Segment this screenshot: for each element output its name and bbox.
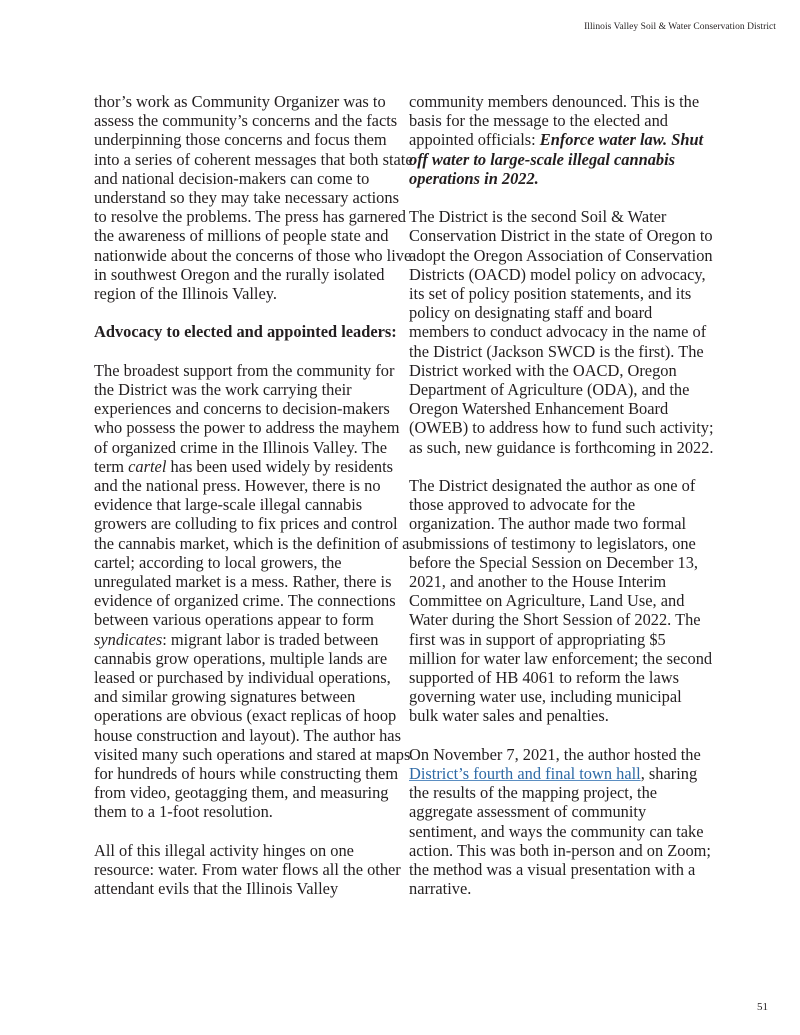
paragraph-community-organizer: thor’s work as Community Organizer was to assess the community’s concerns and the facts underpinning those concerns and focus them into a series of coherent messages that both state and national decision-makers can come to understand so they may take necessary actions to resolve the problems. The press has garnered the awareness of millions of people state and nationwide about the concerns of those who live in southwest Oregon and the rurally isolated region of the Illinois Valley. [94,92,413,304]
paragraph-oacd-policy: The District is the second Soil & Water Conservation District in the state of Oregon to adopt the Oregon Association of Conservation Districts (OACD) model policy on advocacy, its set of policy position statements, and its policy on designating staff and board members to conduct advocacy in the name of the District (Jackson SWCD is the first). The District worked with the OACD, Oregon Department of Agriculture (ODA), and the Oregon Watershed Enhancement Board (OWEB) to address how to fund such activity; as such, new guidance is forthcoming in 2022. [409,207,714,457]
text-run: has been used widely by residents and the national press. However, there is no evidence that large-scale illegal cannabis growers are colluding to fix prices and control the cannabis market, which is the definition of a cartel; according to local growers, the unregulated market is a mess. Rather, there is evidence of organized crime. The connections between various operations appear to form [94,456,410,630]
page-number: 51 [757,1001,768,1013]
right-column [409,92,714,898]
paragraph-message-officials [409,92,714,188]
paragraph-town-hall [409,745,714,899]
left-column [94,92,414,898]
text-run: community members denounced. This is the basis for the message to the elected and appointed officials: [409,92,700,150]
text-run: , sharing the results of the mapping project, the aggregate assessment of community sentiment, and ways the community can take action. This was both in-person and on Zoom; the method was a visual presentation with a narrative. [409,764,711,899]
text-run: On November 7, 2021, the author hosted the [409,744,701,764]
section-heading-advocacy: Advocacy to elected and appointed leaders: [94,322,397,342]
text-run: : migrant labor is traded between cannabis grow operations, multiple lands are leased or purchased by individual operations, and similar growing signatures between operations are obvious (exact replicas of hoop house construction and layout). The author has visited many such operations and stared at maps for hundreds of hours while constructing them from video, geotagging them, and measuring them to a 1-foot resolution. [94,629,411,822]
town-hall-link[interactable]: District’s fourth and final town hall [409,764,641,784]
paragraph-water-resource: All of this illegal activity hinges on one resource: water. From water flows all the other attendant evils that the Illinois Valley [94,840,401,899]
running-header: Illinois Valley Soil & Water Conservation District [584,22,776,32]
emphasis-cartel: cartel [128,456,167,476]
text-run: The broadest support from the community for the District was the work carrying their experiences and concerns to decision-makers who possess the power to address the mayhem of organized crime in the Illinois Valley. The term [94,360,400,476]
emphasis-syndicates: syndicates [94,629,163,649]
key-message: Enforce water law. Shut off water to large-scale illegal cannabis operations in 2022. [409,130,704,188]
paragraph-broadest-support [94,361,414,822]
paragraph-testimony: The District designated the author as one of those approved to advocate for the organization. The author made two formal submissions of testimony to legislators, one before the Special Session on December 13, 2021, and another to the House Interim Committee on Agriculture, Land Use, and Water during the Short Session of 2022. The first was in support of appropriating $5 million for water law enforcement; the second supported of HB 4061 to reform the laws governing water use, including municipal bulk water sales and penalties. [409,476,713,726]
